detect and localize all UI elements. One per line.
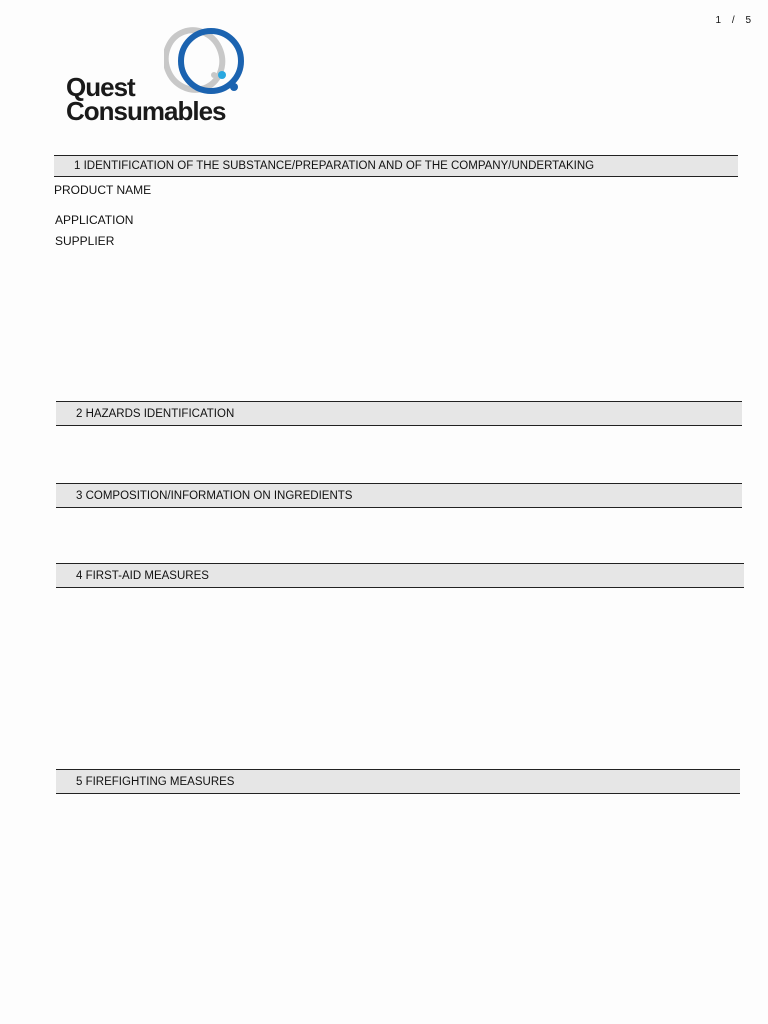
section-1-title: 1 IDENTIFICATION OF THE SUBSTANCE/PREPARATION AND OF THE COMPANY/UNDERTAKING xyxy=(74,160,595,172)
product-name-label: PRODUCT NAME xyxy=(54,183,152,197)
application-label: APPLICATION xyxy=(55,213,134,227)
section-4-header xyxy=(56,563,744,588)
section-2-header xyxy=(56,401,742,426)
section-3-header xyxy=(56,483,742,508)
section-5-title: 5 FIREFIGHTING MEASURES xyxy=(76,775,235,788)
company-logo xyxy=(64,26,254,130)
section-2-title: 2 HAZARDS IDENTIFICATION xyxy=(76,407,235,420)
page-separator: / xyxy=(731,15,736,26)
page-current: 1 xyxy=(715,15,723,26)
logo-word-quest: Quest xyxy=(66,72,135,102)
section-3-title: 3 COMPOSITION/INFORMATION ON INGREDIENTS xyxy=(76,489,353,502)
logo-rings-icon xyxy=(164,26,254,106)
page-total: 5 xyxy=(745,15,752,26)
logo-word-consumables: Consumables xyxy=(66,96,226,126)
section-5-header xyxy=(56,769,740,794)
supplier-label: SUPPLIER xyxy=(55,234,115,248)
section-1-header xyxy=(54,155,738,177)
section-4-title: 4 FIRST-AID MEASURES xyxy=(76,569,209,582)
page-number xyxy=(700,15,752,26)
